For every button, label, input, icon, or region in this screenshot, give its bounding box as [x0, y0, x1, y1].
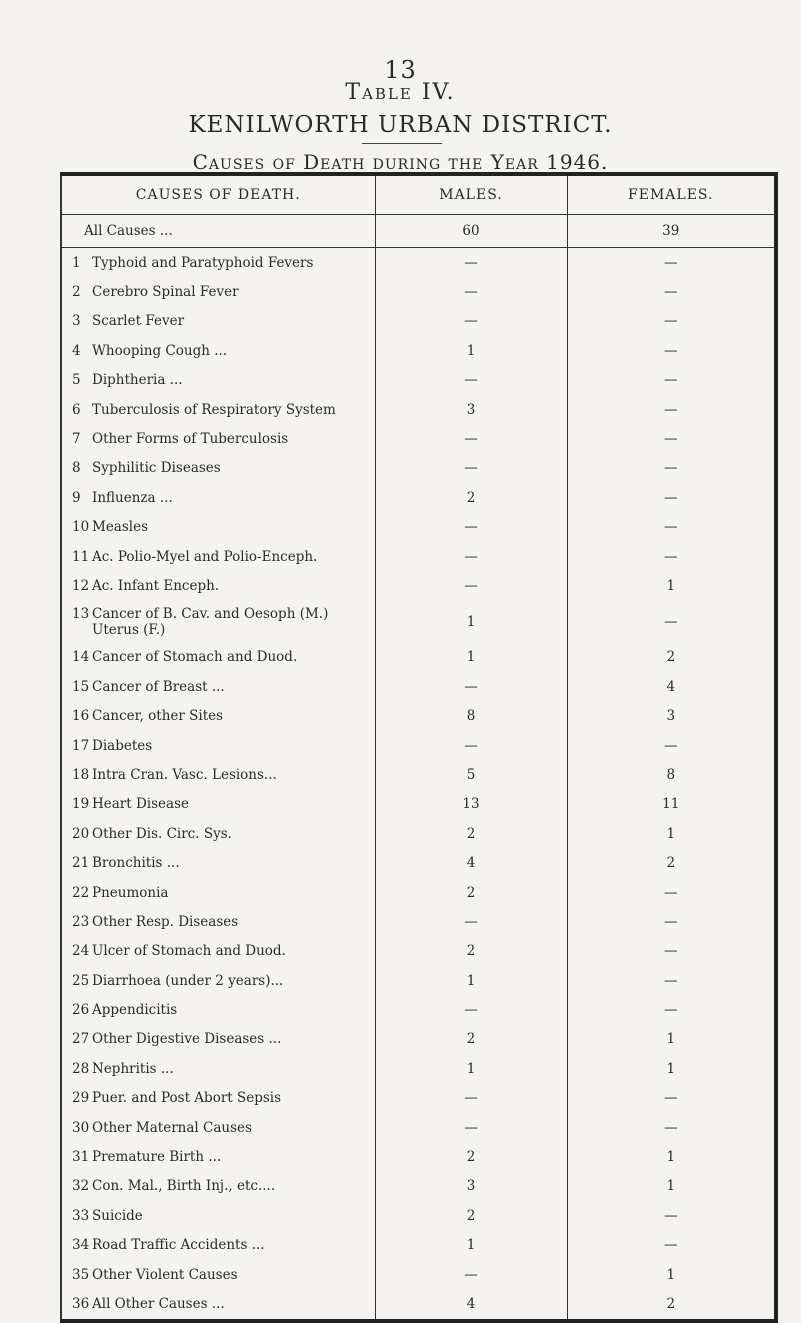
- table-row: [61, 483, 776, 512]
- table-row: [61, 819, 776, 848]
- females-cell: —: [567, 601, 776, 643]
- cause-number: 5: [72, 372, 81, 389]
- cause-label: Pneumonia: [92, 884, 169, 901]
- females-cell: 1: [567, 571, 776, 600]
- all-causes-row: [61, 215, 776, 248]
- cause-label: Nephritis ...: [92, 1060, 174, 1077]
- all-causes-males: 60: [375, 215, 567, 248]
- table-row: [61, 366, 776, 395]
- cause-label-continued: Uterus (F.): [92, 621, 166, 638]
- cause-label: Diarrhoea (under 2 years)...: [92, 972, 284, 989]
- cause-label: Ulcer of Stomach and Duod.: [92, 943, 286, 960]
- table-row: [61, 1289, 776, 1320]
- cause-label: Con. Mal., Birth Inj., etc....: [92, 1178, 276, 1195]
- males-cell: 1: [375, 1054, 567, 1083]
- table-row: [61, 643, 776, 672]
- cause-number: 8: [72, 460, 81, 477]
- table-row: [61, 1025, 776, 1054]
- table-row: [61, 701, 776, 730]
- females-cell: —: [567, 366, 776, 395]
- cause-label: Whooping Cough ...: [92, 342, 228, 359]
- cause-cell: [61, 1084, 375, 1113]
- cause-number: 32: [72, 1178, 90, 1195]
- cause-number: 24: [72, 943, 90, 960]
- cause-cell: [61, 701, 375, 730]
- females-cell: —: [567, 395, 776, 424]
- females-cell: —: [567, 937, 776, 966]
- cause-label: Heart Disease: [92, 796, 190, 813]
- cause-number: 3: [72, 313, 81, 330]
- females-cell: —: [567, 248, 776, 278]
- cause-cell: [61, 601, 375, 643]
- cause-cell: [61, 1054, 375, 1083]
- females-cell: 1: [567, 819, 776, 848]
- cause-cell: [61, 307, 375, 336]
- cause-cell: [61, 790, 375, 819]
- cause-label: Intra Cran. Vasc. Lesions...: [92, 766, 277, 783]
- cause-number: 23: [72, 913, 90, 930]
- cause-cell: [61, 1172, 375, 1201]
- cause-cell: [61, 731, 375, 760]
- cause-label: Ac. Infant Enceph.: [92, 577, 220, 594]
- males-cell: 2: [375, 937, 567, 966]
- cause-label: Cancer of Breast ...: [92, 678, 225, 695]
- cause-cell: [61, 395, 375, 424]
- males-cell: —: [375, 1113, 567, 1142]
- males-cell: 2: [375, 1025, 567, 1054]
- district-title: KENILWORTH URBAN DISTRICT.: [188, 112, 613, 138]
- males-cell: 4: [375, 1289, 567, 1320]
- females-cell: —: [567, 966, 776, 995]
- cause-cell: [61, 672, 375, 701]
- table-row: [61, 672, 776, 701]
- males-cell: —: [375, 1260, 567, 1289]
- females-cell: 2: [567, 1289, 776, 1320]
- cause-label: Other Digestive Diseases ...: [92, 1031, 282, 1048]
- females-cell: 1: [567, 1025, 776, 1054]
- females-cell: —: [567, 483, 776, 512]
- cause-cell: [61, 1142, 375, 1171]
- cause-label: Typhoid and Paratyphoid Fevers: [92, 254, 314, 271]
- females-cell: 4: [567, 672, 776, 701]
- cause-number: 34: [72, 1237, 90, 1254]
- header-females: FEMALES.: [567, 174, 776, 215]
- table-row: [61, 1142, 776, 1171]
- females-cell: 1: [567, 1260, 776, 1289]
- table-row: [61, 454, 776, 483]
- cause-number: 21: [72, 855, 90, 872]
- cause-label: Cancer of Stomach and Duod.: [92, 649, 298, 666]
- males-cell: —: [375, 248, 567, 278]
- males-cell: —: [375, 571, 567, 600]
- cause-cell: [61, 819, 375, 848]
- header-males: MALES.: [375, 174, 567, 215]
- females-cell: 1: [567, 1054, 776, 1083]
- table-row: [61, 307, 776, 336]
- males-cell: 8: [375, 701, 567, 730]
- females-cell: —: [567, 336, 776, 365]
- cause-cell: [61, 366, 375, 395]
- cause-number: 29: [72, 1090, 90, 1107]
- cause-number: 17: [72, 737, 90, 754]
- males-cell: —: [375, 907, 567, 936]
- table-row: [61, 907, 776, 936]
- females-cell: —: [567, 542, 776, 571]
- males-cell: —: [375, 307, 567, 336]
- cause-label: Cerebro Spinal Fever: [92, 284, 239, 301]
- cause-label: Scarlet Fever: [92, 313, 185, 330]
- table-row: [61, 790, 776, 819]
- females-cell: —: [567, 424, 776, 453]
- page-number: 13: [384, 56, 417, 84]
- cause-number: 25: [72, 972, 90, 989]
- cause-cell: [61, 1025, 375, 1054]
- females-cell: 1: [567, 1172, 776, 1201]
- cause-cell: [61, 248, 375, 278]
- cause-label: Diabetes: [92, 737, 153, 754]
- cause-cell: [61, 760, 375, 789]
- cause-number: 2: [72, 284, 81, 301]
- cause-number: 4: [72, 342, 81, 359]
- cause-cell: [61, 643, 375, 672]
- cause-number: 27: [72, 1031, 90, 1048]
- cause-cell: [61, 1231, 375, 1260]
- table-row: [61, 571, 776, 600]
- cause-number: 9: [72, 489, 81, 506]
- males-cell: 2: [375, 819, 567, 848]
- cause-cell: [61, 336, 375, 365]
- cause-label: Syphilitic Diseases: [92, 460, 221, 477]
- cause-label: Tuberculosis of Respiratory System: [92, 401, 336, 418]
- cause-cell: [61, 424, 375, 453]
- males-cell: 1: [375, 336, 567, 365]
- table-row: [61, 336, 776, 365]
- males-cell: 5: [375, 760, 567, 789]
- males-cell: 2: [375, 1142, 567, 1171]
- cause-label: Other Maternal Causes: [92, 1119, 252, 1136]
- table-row: [61, 1113, 776, 1142]
- cause-label: Premature Birth ...: [92, 1149, 222, 1166]
- cause-label: Influenza ...: [92, 489, 173, 506]
- table-row: [61, 395, 776, 424]
- males-cell: 4: [375, 848, 567, 877]
- cause-number: 10: [72, 519, 90, 536]
- table-row: [61, 542, 776, 571]
- males-cell: —: [375, 424, 567, 453]
- cause-number: 11: [72, 548, 90, 565]
- females-cell: —: [567, 454, 776, 483]
- males-cell: 1: [375, 601, 567, 643]
- females-cell: —: [567, 277, 776, 306]
- males-cell: 2: [375, 1201, 567, 1230]
- cause-label: Diphtheria ...: [92, 372, 183, 389]
- males-cell: —: [375, 995, 567, 1024]
- females-cell: 3: [567, 701, 776, 730]
- females-cell: —: [567, 731, 776, 760]
- cause-label: Other Forms of Tuberculosis: [92, 431, 289, 448]
- cause-cell: [61, 1113, 375, 1142]
- cause-number: 1: [72, 254, 81, 271]
- cause-cell: [61, 571, 375, 600]
- females-cell: —: [567, 1231, 776, 1260]
- females-cell: —: [567, 1084, 776, 1113]
- females-cell: 2: [567, 848, 776, 877]
- table-row: [61, 1260, 776, 1289]
- cause-number: 14: [72, 649, 90, 666]
- males-cell: 13: [375, 790, 567, 819]
- females-cell: —: [567, 878, 776, 907]
- table-row: [61, 277, 776, 306]
- females-cell: —: [567, 907, 776, 936]
- table-row: [61, 513, 776, 542]
- cause-number: 36: [72, 1295, 90, 1312]
- females-cell: 2: [567, 643, 776, 672]
- females-cell: —: [567, 513, 776, 542]
- cause-cell: [61, 848, 375, 877]
- cause-cell: [61, 878, 375, 907]
- cause-label: Puer. and Post Abort Sepsis: [92, 1090, 282, 1107]
- cause-number: 12: [72, 577, 90, 594]
- males-cell: —: [375, 277, 567, 306]
- cause-cell: [61, 995, 375, 1024]
- females-cell: 11: [567, 790, 776, 819]
- males-cell: —: [375, 542, 567, 571]
- cause-number: 13: [72, 605, 90, 622]
- cause-label: Appendicitis: [92, 1002, 178, 1019]
- cause-label: Cancer of B. Cav. and Oesoph (M.): [92, 605, 329, 622]
- table-row: [61, 731, 776, 760]
- females-cell: 8: [567, 760, 776, 789]
- cause-cell: [61, 277, 375, 306]
- table-row: [61, 848, 776, 877]
- cause-label: All Other Causes ...: [92, 1295, 225, 1312]
- header-cause: CAUSES OF DEATH.: [61, 174, 375, 215]
- table-subtitle: Causes of Death during the Year 1946.: [192, 150, 609, 174]
- males-cell: 1: [375, 1231, 567, 1260]
- cause-label: Suicide: [92, 1207, 143, 1224]
- females-cell: —: [567, 307, 776, 336]
- females-cell: —: [567, 1201, 776, 1230]
- header-row: [61, 174, 776, 215]
- females-cell: —: [567, 1113, 776, 1142]
- cause-cell: [61, 1289, 375, 1320]
- males-cell: —: [375, 366, 567, 395]
- cause-number: 31: [72, 1149, 90, 1166]
- cause-cell: [61, 454, 375, 483]
- cause-cell: [61, 483, 375, 512]
- cause-number: 30: [72, 1119, 90, 1136]
- table-caption: Table IV.: [345, 80, 456, 105]
- males-cell: 2: [375, 878, 567, 907]
- table-row: [61, 1231, 776, 1260]
- cause-cell: [61, 1201, 375, 1230]
- cause-number: 22: [72, 884, 90, 901]
- cause-number: 18: [72, 766, 90, 783]
- table-row: [61, 248, 776, 278]
- table-row: [61, 1172, 776, 1201]
- table-row: [61, 601, 776, 643]
- table-row: [61, 878, 776, 907]
- males-cell: —: [375, 731, 567, 760]
- all-causes-females: 39: [567, 215, 776, 248]
- cause-label: Other Dis. Circ. Sys.: [92, 825, 232, 842]
- cause-label: Road Traffic Accidents ...: [92, 1237, 265, 1254]
- title-rule: [362, 143, 442, 144]
- males-cell: 1: [375, 966, 567, 995]
- males-cell: —: [375, 672, 567, 701]
- table-row: [61, 937, 776, 966]
- cause-cell: [61, 1260, 375, 1289]
- cause-label: Bronchitis ...: [92, 855, 180, 872]
- table-row: [61, 1084, 776, 1113]
- males-cell: 1: [375, 643, 567, 672]
- table-row: [61, 995, 776, 1024]
- table-row: [61, 760, 776, 789]
- table-row: [61, 1201, 776, 1230]
- cause-number: 19: [72, 796, 90, 813]
- cause-number: 7: [72, 431, 81, 448]
- males-cell: 2: [375, 483, 567, 512]
- cause-cell: [61, 542, 375, 571]
- cause-number: 35: [72, 1266, 90, 1283]
- females-cell: 1: [567, 1142, 776, 1171]
- males-cell: —: [375, 454, 567, 483]
- cause-number: 33: [72, 1207, 90, 1224]
- males-cell: 3: [375, 395, 567, 424]
- cause-label: Other Violent Causes: [92, 1266, 238, 1283]
- causes-of-death-table: [60, 172, 778, 1323]
- cause-number: 15: [72, 678, 90, 695]
- cause-label: Cancer, other Sites: [92, 708, 224, 725]
- cause-number: 16: [72, 708, 90, 725]
- all-causes-label: All Causes ...: [61, 215, 375, 248]
- cause-label: Ac. Polio-Myel and Polio-Enceph.: [92, 548, 318, 565]
- cause-cell: [61, 966, 375, 995]
- table-row: [61, 1054, 776, 1083]
- males-cell: 3: [375, 1172, 567, 1201]
- cause-cell: [61, 513, 375, 542]
- males-cell: —: [375, 1084, 567, 1113]
- table-row: [61, 424, 776, 453]
- cause-number: 26: [72, 1002, 90, 1019]
- cause-cell: [61, 907, 375, 936]
- cause-number: 6: [72, 401, 81, 418]
- cause-label: Measles: [92, 519, 149, 536]
- cause-label: Other Resp. Diseases: [92, 913, 239, 930]
- cause-number: 20: [72, 825, 90, 842]
- cause-cell: [61, 937, 375, 966]
- cause-number: 28: [72, 1060, 90, 1077]
- females-cell: —: [567, 995, 776, 1024]
- males-cell: —: [375, 513, 567, 542]
- table-row: [61, 966, 776, 995]
